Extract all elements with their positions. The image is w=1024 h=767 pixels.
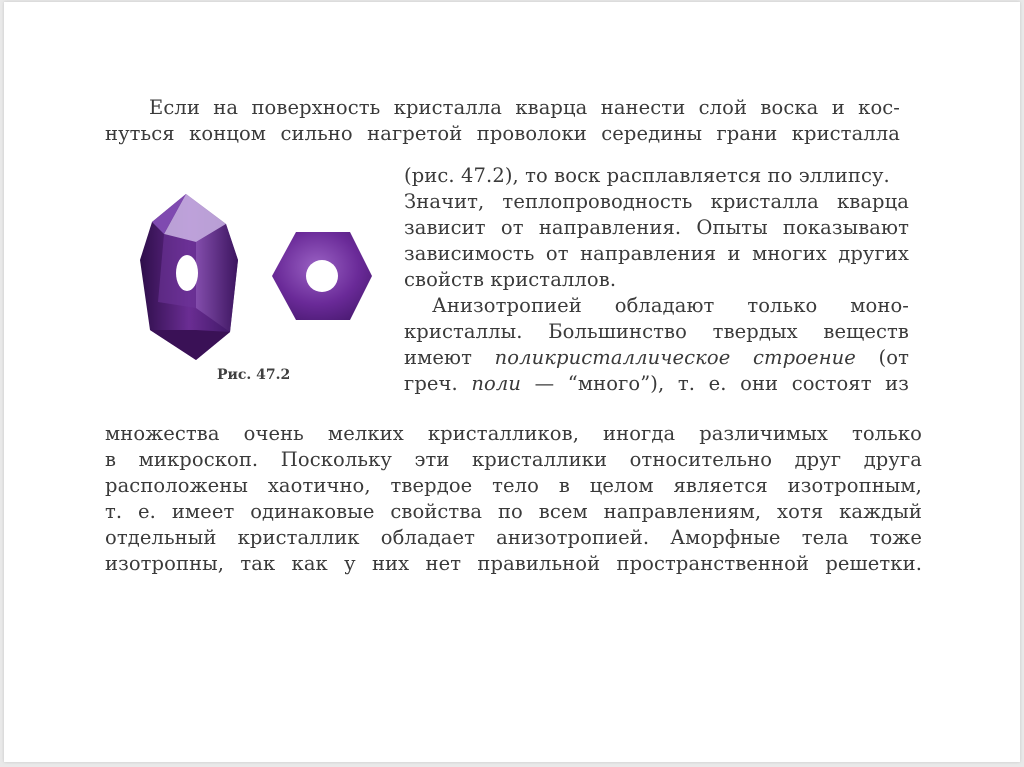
paragraph2-line2: в микроскоп. Поскольку эти кристаллики относительно друг друга bbox=[105, 448, 922, 471]
right-column-line2: Значит, теплопроводность кристалла кварца bbox=[404, 190, 909, 213]
paragraph2-line1: множества очень мелких кристалликов, иногда различимых только bbox=[105, 422, 922, 445]
crystal-side-view-image bbox=[134, 190, 244, 364]
figure-caption: Рис. 47.2 bbox=[217, 367, 291, 383]
right-column-line5: свойств кристаллов. bbox=[404, 268, 617, 291]
line9-start: греч. bbox=[404, 372, 472, 395]
paragraph1-line1: Если на поверхность кристалла кварца нанести слой воска и кос- bbox=[149, 96, 900, 119]
slide-page bbox=[4, 2, 1020, 762]
line8-start: имеют bbox=[404, 346, 495, 369]
line9-end: — “много”), т. е. они состоят из bbox=[521, 372, 909, 395]
paragraph2-line4: т. е. имеет одинаковые свойства по всем направлениям, хотя каждый bbox=[105, 500, 922, 523]
right-column-line3: зависит от направления. Опыты показывают bbox=[404, 216, 909, 239]
right-column-line8 bbox=[404, 345, 909, 371]
paragraph2-line6: изотропны, так как у них нет правильной пространственной решетки. bbox=[105, 552, 922, 575]
right-column-line9 bbox=[404, 371, 909, 397]
right-column-line1: (рис. 47.2), то воск расплавляется по эллипсу. bbox=[404, 164, 890, 187]
paragraph1-line2: нуться концом сильно нагретой проволоки середины грани кристалла bbox=[105, 122, 900, 145]
line8-end: (от bbox=[855, 346, 909, 369]
paragraph2-line5: отдельный кристаллик обладает анизотропией. Аморфные тела тоже bbox=[105, 526, 922, 549]
crystal-cross-section-image bbox=[268, 228, 374, 324]
right-column-line6: Анизотропией обладают только моно- bbox=[432, 294, 909, 317]
right-column-line4: зависимость от направления и многих других bbox=[404, 242, 909, 265]
paragraph2-line3: расположены хаотично, твердое тело в целом является изотропным, bbox=[105, 474, 922, 497]
term-poli: поли bbox=[471, 372, 522, 395]
term-polycrystalline-structure: поликристаллическое строение bbox=[494, 346, 856, 369]
right-column-line7: кристаллы. Большинство твердых веществ bbox=[404, 320, 909, 343]
